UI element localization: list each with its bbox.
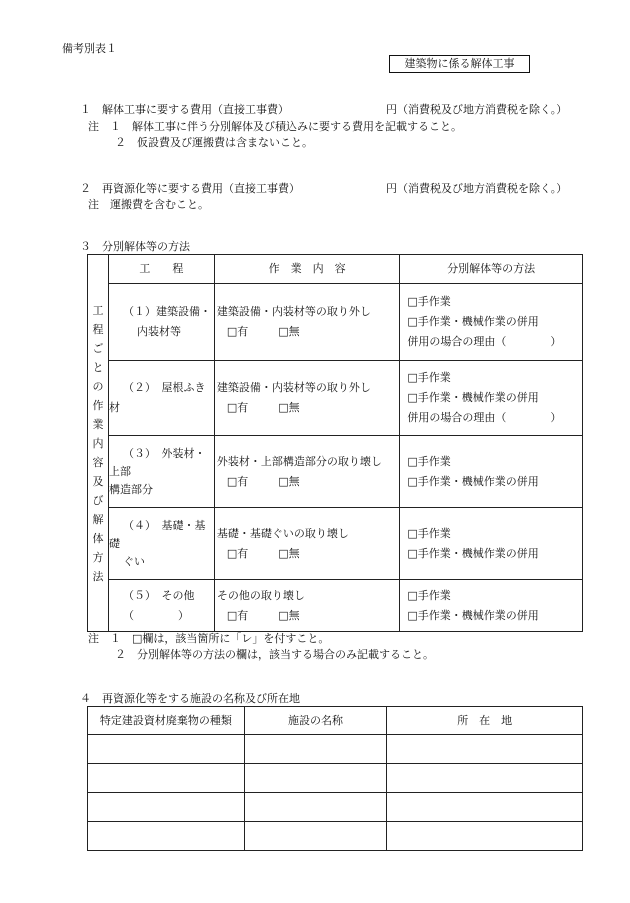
row2-no-checkbox[interactable]: □無 — [278, 401, 300, 414]
row1-methods — [400, 284, 583, 361]
row3-method-manual[interactable]: □手作業 — [407, 454, 451, 468]
row2-process: （２） 屋根ふき 材 — [108, 361, 214, 436]
sec1-yen: 円（消費税及び地方消費税を除く。） — [386, 103, 568, 116]
header-waste-type: 特定建設資材廃棄物の種類 — [88, 707, 245, 735]
sec2-heading: ２ 再資源化等に要する費用（直接工事費） — [80, 182, 300, 195]
row4-yes-checkbox[interactable]: □有 — [226, 546, 249, 560]
row2-method-combined[interactable]: □手作業・機械作業の併用 — [407, 391, 539, 404]
vertical-label: 工 程 ご と の 作 業 内 容 及 び 解 体 方 法 — [88, 255, 109, 632]
row2-methods — [400, 361, 583, 436]
sec3-heading: ３ 分別解体等の方法 — [80, 240, 190, 253]
row3-process: （３） 外装材・ 上部 構造部分 — [108, 436, 214, 508]
row4-method-combined[interactable]: □手作業・機械作業の併用 — [407, 546, 539, 560]
facility-cell[interactable] — [387, 735, 583, 764]
row5-method-combined[interactable]: □手作業・機械作業の併用 — [407, 608, 539, 622]
facility-cell[interactable] — [88, 793, 245, 822]
facility-cell[interactable] — [244, 793, 387, 822]
facility-cell[interactable] — [88, 822, 245, 851]
sec2-yen: 円（消費税及び地方消費税を除く。） — [386, 182, 568, 195]
row1-method-manual[interactable]: □手作業 — [407, 295, 451, 308]
facility-cell[interactable] — [387, 764, 583, 793]
row5-no-checkbox[interactable]: □無 — [278, 608, 300, 622]
facility-table — [87, 706, 583, 851]
row1-work: 建築設備・内装材等の取り外し □有 □無 — [214, 284, 400, 361]
row2-work: 建築設備・内装材等の取り外し □有 □無 — [214, 361, 400, 436]
row3-method-combined[interactable]: □手作業・機械作業の併用 — [407, 474, 539, 488]
row4-no-checkbox[interactable]: □無 — [278, 546, 300, 560]
row5-work: その他の取り壊し □有 □無 — [214, 580, 400, 632]
row3-no-checkbox[interactable]: □無 — [278, 474, 300, 488]
row4-work: 基礎・基礎ぐいの取り壊し □有 □無 — [214, 508, 400, 580]
row1-no-checkbox[interactable]: □無 — [278, 325, 300, 338]
row4-methods — [400, 508, 583, 580]
facility-cell[interactable] — [244, 822, 387, 851]
row5-method-manual[interactable]: □手作業 — [407, 588, 451, 602]
header-location: 所 在 地 — [387, 707, 583, 735]
row1-yes-checkbox[interactable]: □有 — [226, 325, 249, 338]
row5-yes-checkbox[interactable]: □有 — [226, 608, 249, 622]
sec1-heading: １ 解体工事に要する費用（直接工事費） — [80, 103, 289, 116]
row5-process: （５） その他 （ ） — [108, 580, 214, 632]
header-method: 分別解体等の方法 — [400, 255, 583, 284]
sec4-heading: ４ 再資源化等をする施設の名称及び所在地 — [80, 692, 300, 705]
sec1-note1: 注 １ 解体工事に伴う分別解体及び積込みに要する費用を記載すること。 — [88, 120, 462, 133]
sec3-note1: 注 １ □欄は，該当箇所に「レ」を付すこと。 — [88, 632, 330, 645]
row1-process: （１）建築設備・ 内装材等 — [108, 284, 214, 361]
sec2-note: 注 運搬費を含むこと。 — [88, 198, 209, 211]
sec1-note2: ２ 仮設費及び運搬費は含まないこと。 — [115, 136, 313, 149]
facility-cell[interactable] — [88, 735, 245, 764]
row3-yes-checkbox[interactable]: □有 — [226, 474, 249, 488]
row1-method-reason: 併用の場合の理由（ ） — [407, 335, 562, 348]
row2-method-manual[interactable]: □手作業 — [407, 371, 451, 384]
row4-method-manual[interactable]: □手作業 — [407, 526, 451, 540]
facility-cell[interactable] — [387, 822, 583, 851]
row2-method-reason: 併用の場合の理由（ ） — [407, 411, 562, 424]
demolition-method-table — [87, 254, 583, 632]
row5-methods — [400, 580, 583, 632]
header-facility-name: 施設の名称 — [244, 707, 387, 735]
title-box: 建築物に係る解体工事 — [389, 55, 530, 73]
row3-work: 外装材・上部構造部分の取り壊し □有 □無 — [214, 436, 400, 508]
facility-cell[interactable] — [244, 735, 387, 764]
facility-cell[interactable] — [387, 793, 583, 822]
doc-label: 備考別表１ — [62, 42, 117, 55]
row2-yes-checkbox[interactable]: □有 — [226, 401, 249, 414]
header-process: 工 程 — [108, 255, 214, 284]
sec3-note2: ２ 分別解体等の方法の欄は，該当する場合のみ記載すること。 — [115, 648, 434, 661]
facility-cell[interactable] — [244, 764, 387, 793]
facility-cell[interactable] — [88, 764, 245, 793]
row3-methods — [400, 436, 583, 508]
header-work: 作 業 内 容 — [214, 255, 400, 284]
row1-method-combined[interactable]: □手作業・機械作業の併用 — [407, 315, 539, 328]
row4-process: （４） 基礎・基 礎 ぐい — [108, 508, 214, 580]
